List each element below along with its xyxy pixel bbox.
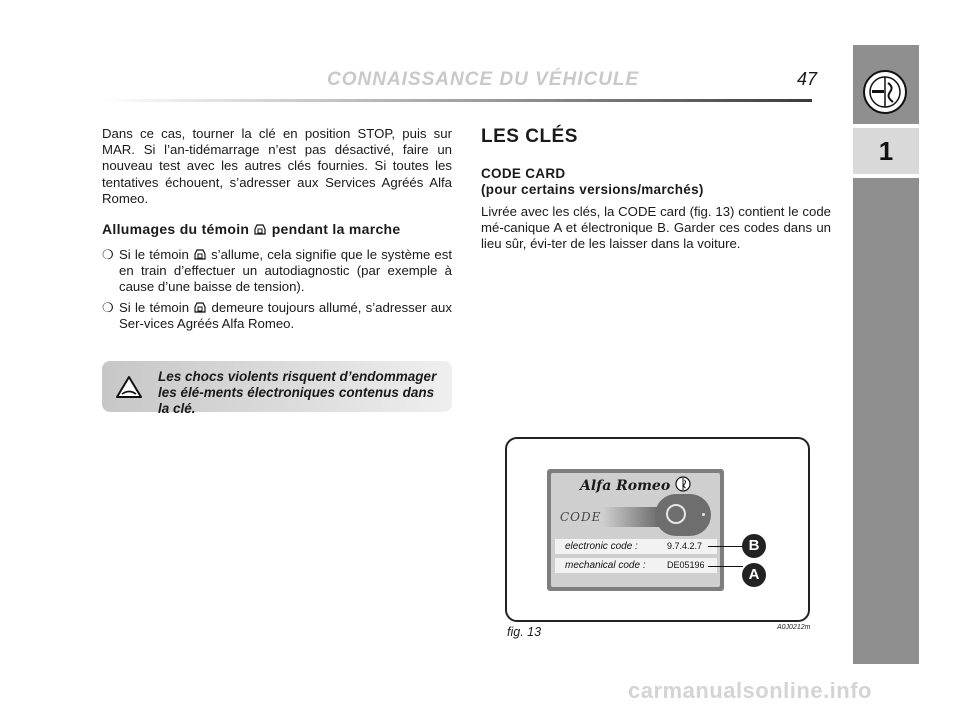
code-card-subheading: CODE CARD [481, 166, 566, 181]
card-brand-script: Alfa Romeo [580, 478, 671, 494]
callout-leader-line [708, 546, 743, 547]
mechanical-code-strip [555, 558, 717, 573]
bullet-item [102, 247, 452, 296]
immobilizer-warning-light-icon [193, 248, 207, 261]
warning-text: Les chocs violents risquent d’endommager les élé-ments électroniques contenus dans la clé. [158, 369, 437, 416]
bullet-text: demeure toujours allumé, s’adresser aux Ser-vices Agréés Alfa Romeo. [119, 299, 452, 331]
right-column [481, 126, 831, 253]
bullet-marker-icon: ❍ [102, 247, 114, 263]
bullet-item [102, 300, 452, 332]
header-rule [102, 99, 812, 102]
chapter-number: 1 [853, 128, 919, 174]
code-card-paragraph: Livrée avec les clés, la CODE card (fig. 13) contient le code mé-canique A et électronique B. Garder ces codes dans un lieu sûr, évi-ter de les laisser dans la voiture. [481, 204, 831, 252]
subheading-text: pendant la marche [271, 221, 401, 238]
immobilizer-warning-light-icon [253, 223, 267, 236]
bullet-text: s’allume, cela signifie que le système est en train d’effectuer un autodiagnostic (par exemple à cause d’une baisse de tension). [119, 247, 452, 295]
watermark: carmanualsonline.info [628, 678, 872, 703]
callout-leader-line [708, 566, 743, 567]
alfa-romeo-badge-icon [675, 476, 691, 492]
electronic-code-strip [555, 539, 717, 554]
figure-caption: fig. 13 [507, 625, 542, 639]
bullet-text: Si le témoin [119, 247, 189, 263]
callout-a: A [742, 563, 766, 587]
mechanical-code-value: DE05196 [667, 560, 705, 570]
tab-separator [853, 174, 919, 178]
key-dot [702, 513, 705, 516]
card-code-word: CODE [560, 510, 602, 524]
code-card-subheading-qualifier: (pour certains versions/marchés) [481, 182, 704, 197]
bullet-text: Si le témoin [119, 299, 190, 315]
section-heading: LES CLÉS [481, 126, 578, 147]
mechanical-code-label: mechanical code : [565, 560, 646, 571]
running-header-title: CONNAISSANCE DU VÉHICULE [327, 69, 640, 90]
figure-reference-code: A0J0212m [777, 624, 811, 631]
callout-b: B [742, 534, 766, 558]
warning-light-subheading [102, 221, 452, 237]
alfa-romeo-logo-icon [862, 69, 908, 115]
electronic-code-label: electronic code : [565, 541, 638, 552]
warning-box [102, 361, 452, 416]
card-arrow-graphic [602, 507, 660, 527]
bullet-marker-icon: ❍ [102, 299, 114, 315]
left-column [102, 126, 452, 336]
page-number: 47 [797, 69, 818, 89]
warning-triangle-icon [116, 375, 142, 399]
subheading-text: Allumages du témoin [102, 221, 250, 238]
electronic-code-value: 9.7.4.2.7 [667, 541, 703, 551]
immobilizer-warning-light-icon [193, 301, 207, 314]
intro-paragraph: Dans ce cas, tourner la clé en position STOP, puis sur MAR. Si l’an-tidémarrage n’est pas désactivé, faire un nouveau test avec les autres clés fournies. Si toutes les tentatives échouent, s’adresser aux Services Agréés Alfa Romeo. [102, 126, 452, 206]
key-ring-icon [666, 504, 686, 524]
